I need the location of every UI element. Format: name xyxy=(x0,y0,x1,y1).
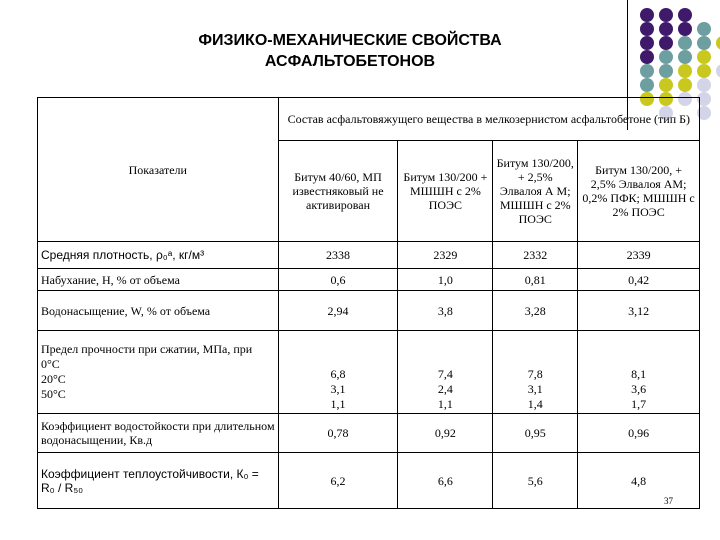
cell: 0,6 xyxy=(278,269,398,291)
decorative-dot xyxy=(659,22,673,36)
decorative-dot xyxy=(697,50,711,64)
cell: 0,81 xyxy=(493,269,578,291)
strength-value: 7,8 xyxy=(527,367,543,381)
cell: 1,0 xyxy=(398,269,493,291)
cell: 0,95 xyxy=(493,414,578,453)
decorative-dot xyxy=(716,36,720,50)
decorative-dot xyxy=(659,50,673,64)
cell xyxy=(578,331,700,414)
table-row xyxy=(38,331,700,414)
table-row xyxy=(38,453,700,509)
decorative-dot xyxy=(678,22,692,36)
strength-value: 8,1 xyxy=(631,367,647,381)
label-text: Предел прочности при сжатии, МПа, при xyxy=(41,342,253,356)
table-row xyxy=(38,414,700,453)
cell: 2,94 xyxy=(278,291,398,331)
page-number: 37 xyxy=(664,496,673,506)
decorative-dot xyxy=(659,36,673,50)
decorative-dot xyxy=(697,22,711,36)
decorative-dot xyxy=(678,64,692,78)
decorative-dot xyxy=(659,8,673,22)
decorative-dot xyxy=(640,8,654,22)
row-label: Коэффициент теплоустойчивости, К₀ = R₀ / R₅₀ xyxy=(38,453,279,509)
decorative-dot xyxy=(640,22,654,36)
cell xyxy=(398,331,493,414)
cell: 0,78 xyxy=(278,414,398,453)
cell: 3,28 xyxy=(493,291,578,331)
header-indicators: Показатели xyxy=(38,98,279,242)
row-label: Водонасыщение, W, % от объема xyxy=(38,291,279,331)
header-group: Состав асфальтовяжущего вещества в мелкозернистом асфальтобетоне (тип Б) xyxy=(278,98,699,141)
cell xyxy=(493,331,578,414)
title-line: АСФАЛЬТОБЕТОНОВ xyxy=(264,53,436,70)
decorative-dot xyxy=(640,50,654,64)
decorative-dot xyxy=(697,64,711,78)
cell: 3,8 xyxy=(398,291,493,331)
row-label xyxy=(38,331,279,414)
decorative-dot xyxy=(640,64,654,78)
table-row xyxy=(38,242,700,269)
cell: 2339 xyxy=(578,242,700,269)
column-header: Битум 130/200, + 2,5% Элвалоя А М; МШШН с 2% ПОЭС xyxy=(493,141,578,242)
cell: 0,96 xyxy=(578,414,700,453)
column-header: Битум 40/60, МП известняковый не активирован xyxy=(278,141,398,242)
cell: 5,6 xyxy=(493,453,578,509)
cell: 2338 xyxy=(278,242,398,269)
strength-value: 1,7 xyxy=(631,397,647,411)
cell: 4,8 xyxy=(578,453,700,509)
table-row xyxy=(38,269,700,291)
strength-value: 7,4 xyxy=(437,367,453,381)
cell: 3,12 xyxy=(578,291,700,331)
cell: 2329 xyxy=(398,242,493,269)
strength-value: 6,8 xyxy=(330,367,346,381)
decorative-dot xyxy=(678,50,692,64)
strength-value: 3,1 xyxy=(330,382,346,396)
decorative-dot xyxy=(678,8,692,22)
row-label: Средняя плотность, ρ₀ᵃ, кг/м³ xyxy=(38,242,279,269)
decorative-dot xyxy=(678,78,692,92)
temp-label: 0°С xyxy=(41,357,60,371)
cell xyxy=(278,331,398,414)
slide-title xyxy=(120,30,580,72)
decorative-dot xyxy=(697,36,711,50)
decorative-dot xyxy=(697,78,711,92)
decorative-dot xyxy=(659,78,673,92)
cell: 2332 xyxy=(493,242,578,269)
strength-value: 1,4 xyxy=(527,397,543,411)
cell: 6,2 xyxy=(278,453,398,509)
column-header: Битум 130/200 + МШШН с 2% ПОЭС xyxy=(398,141,493,242)
strength-value: 1,1 xyxy=(330,397,346,411)
decorative-dot xyxy=(640,78,654,92)
column-header: Битум 130/200, + 2,5% Элвалоя АМ; 0,2% ПФК; МШШН с 2% ПОЭС xyxy=(578,141,700,242)
temp-label: 50°С xyxy=(41,387,66,401)
cell: 0,92 xyxy=(398,414,493,453)
decorative-dot xyxy=(659,64,673,78)
temp-label: 20°С xyxy=(41,372,66,386)
strength-value: 3,1 xyxy=(527,382,543,396)
table-row xyxy=(38,291,700,331)
row-label: Коэффициент водостойкости при длительном водонасыщении, Кв.д xyxy=(38,414,279,453)
strength-value: 2,4 xyxy=(437,382,453,396)
decorative-dot xyxy=(640,36,654,50)
cell: 0,42 xyxy=(578,269,700,291)
strength-value: 1,1 xyxy=(437,397,453,411)
decorative-dot xyxy=(716,64,720,78)
cell: 6,6 xyxy=(398,453,493,509)
decorative-dot xyxy=(678,36,692,50)
properties-table xyxy=(37,97,700,509)
row-label: Набухание, Н, % от объема xyxy=(38,269,279,291)
strength-value: 3,6 xyxy=(631,382,647,396)
title-line: ФИЗИКО-МЕХАНИЧЕСКИЕ СВОЙСТВА xyxy=(198,32,502,49)
